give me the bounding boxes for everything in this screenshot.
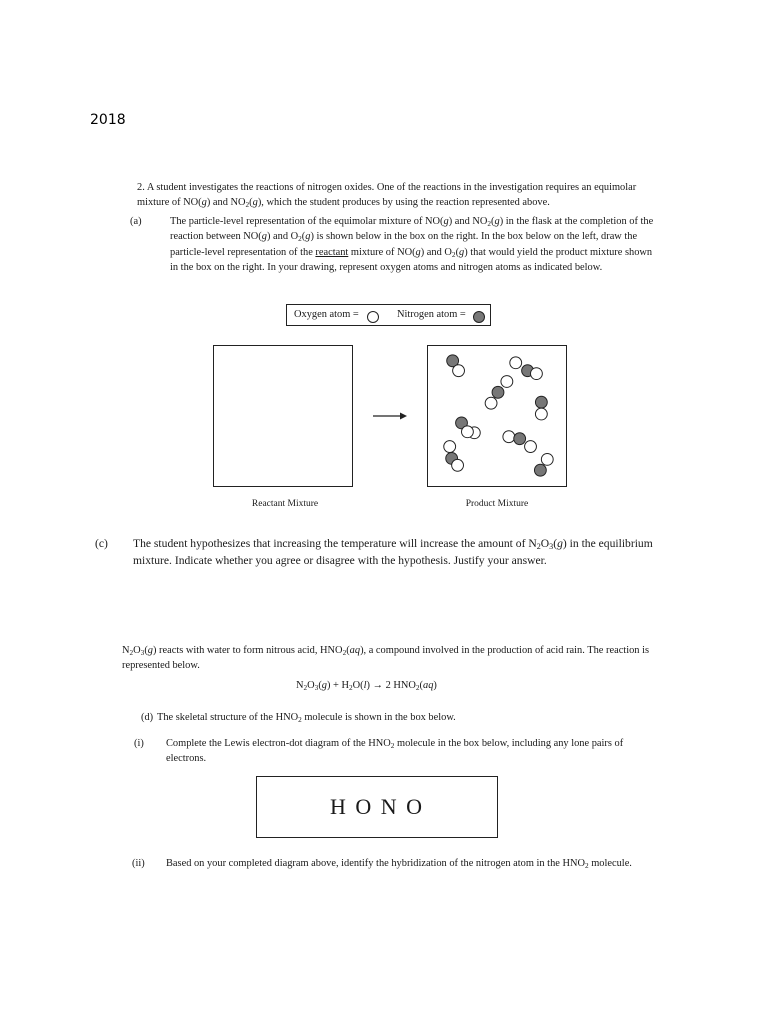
part-label: (c) (95, 537, 108, 550)
oxygen-legend-label: Oxygen atom = (294, 309, 359, 320)
no-molecule (447, 355, 465, 377)
nitrogen-atom-icon (473, 311, 485, 323)
oxygen-atom-icon (367, 311, 379, 323)
product-mixture-box (427, 345, 567, 487)
question-2a: (a) The particle-level representation of the equimolar mixture of NO(g) and $NO_2(g)$ in the flask at the completion of the reaction between NO(g) and $O_2(g)$ is shown below in the box on the right. In the box below on the left, draw the particle-level representation of the reactant mixture of NO(g) and $O_2(g)$ that would yield the product mixture shown in the box on the right. In your drawing, represent oxygen atoms and nitrogen atoms as indicated below. (130, 216, 654, 274)
question-2c: (c) The student hypothesizes that increasing the temperature will increase the amount of $N_2O_3(g)$ in the equilibrium mixture. Indicate whether you agree or disagree with the hypothesis. Justify your answer. (95, 537, 653, 567)
part-label: (d) (141, 712, 154, 723)
part-label: (a) (130, 216, 142, 227)
no2-molecule (456, 417, 481, 439)
reactant-drawing-box[interactable] (213, 345, 353, 487)
part-label: (ii) (132, 858, 145, 869)
nitrous-acid-intro: $N_2O_3(g)$ reacts with water to form nitrous acid, $HNO_2(aq)$, a compound involved in the production of acid rain. The reaction is represented below. (122, 645, 649, 672)
lewis-structure-box[interactable] (256, 776, 498, 838)
no-molecule (535, 396, 547, 420)
no2-molecule (485, 376, 513, 410)
reactant-mixture-caption: Reactant Mixture (251, 499, 319, 509)
product-mixture-caption: Product Mixture (465, 499, 529, 509)
question-2d: (d) The skeletal structure of the $HNO_2$ molecule is shown in the box below. (141, 712, 456, 724)
no2-molecule (503, 431, 537, 453)
reaction-arrow-icon (372, 410, 408, 422)
nitrogen-legend-label: Nitrogen atom = (397, 309, 466, 320)
no-molecule (444, 441, 464, 472)
question-2d-ii: (ii) Based on your completed diagram above, identify the hybridization of the nitrogen atom in the $HNO_2$ molecule. (132, 858, 632, 870)
question-2-stem: 2. A student investigates the reactions of nitrogen oxides. One of the reactions in the investigation requires an equimolar mixture of NO(g) and $NO_2(g)$, which the student produces by using the reaction represented above. (137, 182, 637, 210)
no-molecule (534, 453, 553, 476)
hono-skeleton: H O N O (329, 794, 425, 819)
no2-molecule (510, 357, 543, 380)
page-year: 2018 (90, 112, 126, 128)
question-2d-i: (i) Complete the Lewis electron-dot diagram of the $HNO_2$ molecule in the box below, including any lone pairs of electrons. (134, 738, 624, 765)
part-label: (i) (134, 738, 144, 749)
reactant-underlined: reactant (315, 246, 349, 258)
question-number: 2. (137, 182, 145, 193)
reaction-equation: $N_2O_3(g) + H_2O(l) \to 2$ $HNO_2(aq)$ (296, 680, 437, 692)
atom-legend (286, 304, 491, 326)
